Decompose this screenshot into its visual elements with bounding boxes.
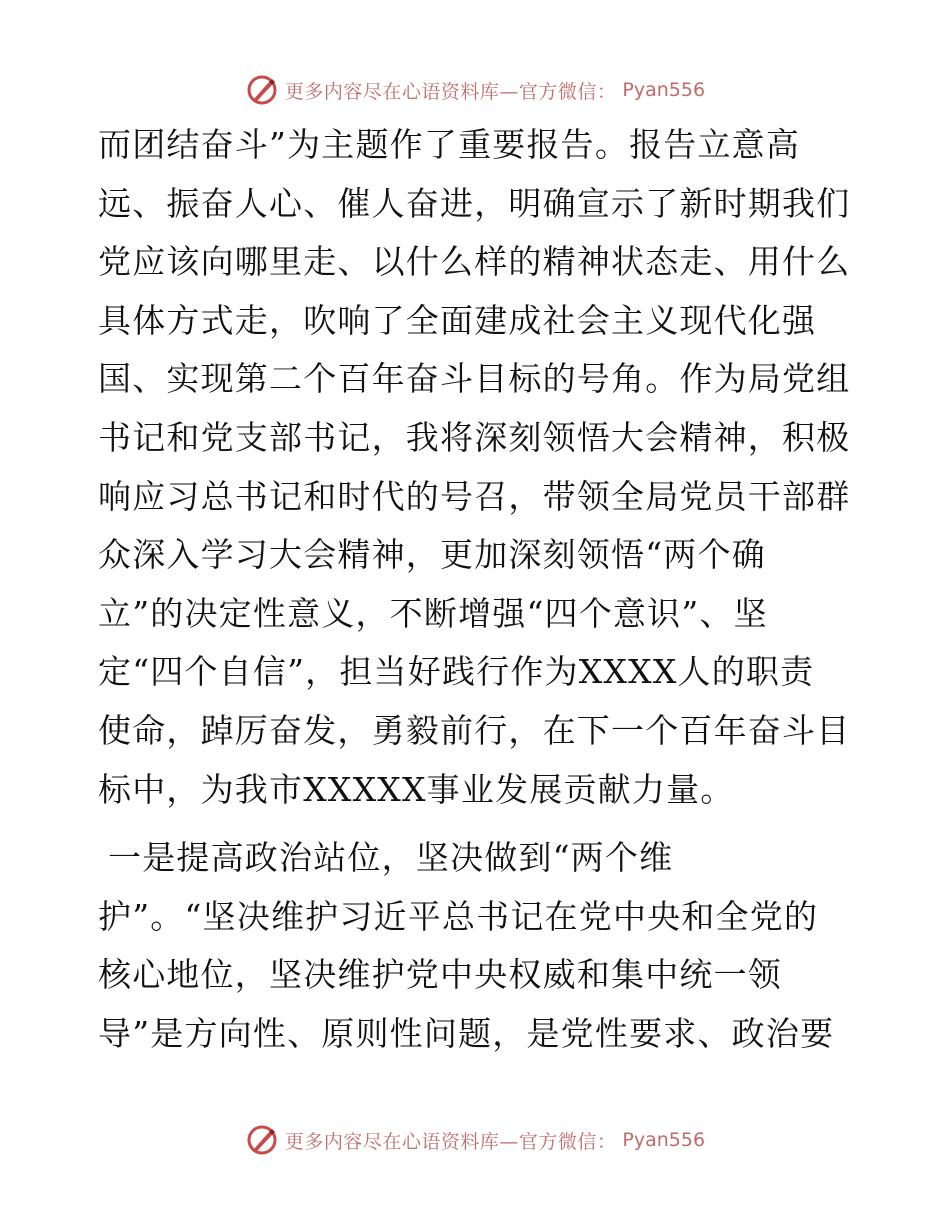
text-line: 导”是方向性、原则性问题，是党性要求、政治要 <box>98 1013 835 1053</box>
pen-circle-logo-icon <box>245 73 279 107</box>
watermark-text: 更多内容尽在心语资料库—官方微信： <box>284 80 617 103</box>
text-line: 远、振奋人心、催人奋进，明确宣示了新时期我们 <box>98 183 851 223</box>
text-line: 一是提高政治站位，坚决做到“两个维 <box>108 838 674 878</box>
paragraph-gap <box>98 819 858 829</box>
text-line: 书记和党支部书记，我将深刻领悟大会精神，积极 <box>98 417 851 457</box>
text-line: 众深入学习大会精神，更加深刻领悟“两个确 <box>98 535 766 575</box>
paragraph-1 <box>98 116 858 819</box>
watermark-text: 更多内容尽在心语资料库—官方微信： <box>284 1130 617 1153</box>
text-line: 党应该向哪里走、以什么样的精神状态走、用什么 <box>98 242 851 282</box>
text-line: 国、实现第二个百年奋斗目标的号角。作为局党组 <box>98 359 851 399</box>
document-body <box>98 116 858 1064</box>
text-line: 护”。“坚决维护习近平总书记在党中央和全党的 <box>98 896 819 936</box>
text-line: 而团结奋斗”为主题作了重要报告。报告立意高 <box>98 125 801 164</box>
text-line: 标中，为我市XXXXX事业发展贡献力量。 <box>98 769 735 809</box>
pen-circle-logo-icon <box>245 1123 279 1157</box>
footer-watermark <box>0 1120 950 1160</box>
text-line: 立”的决定性意义，不断增强“四个意识”、坚 <box>98 593 768 633</box>
header-watermark <box>0 70 950 110</box>
text-line: 使命，踔厉奋发，勇毅前行，在下一个百年奋斗目 <box>98 710 851 750</box>
text-line: 定“四个自信”，担当好践行作为XXXX人的职责 <box>98 652 815 692</box>
text-line: 具体方式走，吹响了全面建成社会主义现代化强 <box>98 300 817 340</box>
watermark-id: Pyan556 <box>622 79 706 101</box>
text-line: 响应习总书记和时代的号召，带领全局党员干部群 <box>98 476 851 516</box>
paragraph-2 <box>98 829 858 1063</box>
text-line: 核心地位，坚决维护党中央权威和集中统一领 <box>98 955 782 995</box>
watermark-id: Pyan556 <box>622 1129 706 1151</box>
